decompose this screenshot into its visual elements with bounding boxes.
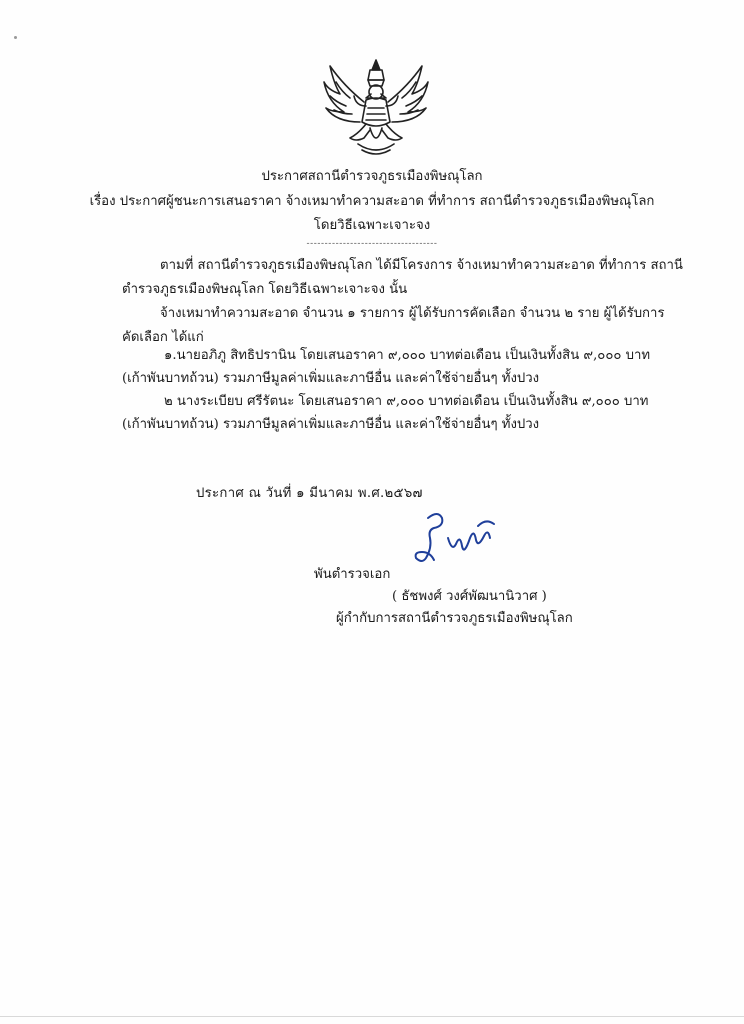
winner-2-line-1: ๒ นางระเบียบ ศรีรัตนะ โดยเสนอราคา ๙,๐๐๐ บาทต่อเดือน เป็นเงินทั้งสิน ๙,๐๐๐ บาท bbox=[164, 394, 649, 409]
title-divider: ------------------------------------ bbox=[306, 239, 438, 249]
scan-speck bbox=[14, 36, 17, 39]
winner-2-line-2: (เก้าพันบาทถ้วน) รวมภาษีมูลค่าเพิ่มและภาษีอื่น และค่าใช้จ่ายอื่นๆ ทั้งปวง bbox=[122, 417, 540, 432]
signer-position: ผู้กำกับการสถานีตำรวจภูธรเมืองพิษณุโลก bbox=[336, 611, 573, 626]
scan-edge-line bbox=[0, 1016, 744, 1017]
handwritten-signature bbox=[408, 508, 508, 570]
paragraph-2-line-2: คัดเลือก ได้แก่ bbox=[122, 330, 204, 345]
garuda-emblem-icon bbox=[320, 56, 432, 158]
document-subject: เรื่อง ประกาศผู้ชนะการเสนอราคา จ้างเหมาทำความสะอาด ที่ทำการ สถานีตำรวจภูธรเมืองพิษณุโลก bbox=[89, 194, 655, 209]
paragraph-1-line-1: ตามที่ สถานีตำรวจภูธรเมืองพิษณุโลก ได้มีโครงการ จ้างเหมาทำความสะอาด ที่ทำการ สถานี bbox=[160, 258, 683, 273]
winner-1-line-1: ๑.นายอภิภู สิทธิปรานิน โดยเสนอราคา ๙,๐๐๐ บาทต่อเดือน เป็นเงินทั้งสิน ๙,๐๐๐ บาท bbox=[164, 348, 651, 363]
winner-1-line-2: (เก้าพันบาทถ้วน) รวมภาษีมูลค่าเพิ่มและภาษีอื่น และค่าใช้จ่ายอื่นๆ ทั้งปวง bbox=[122, 371, 540, 386]
signer-name: ( ธัชพงศ์ วงศ์พัฒนานิวาศ ) bbox=[392, 589, 547, 604]
announcement-date: ประกาศ ณ วันที่ ๑ มีนาคม พ.ศ.๒๕๖๗ bbox=[196, 486, 423, 501]
paragraph-2-line-1: จ้างเหมาทำความสะอาด จำนวน ๑ รายการ ผู้ได้รับการคัดเลือก จำนวน ๒ ราย ผู้ได้รับการ bbox=[160, 306, 665, 321]
document-method: โดยวิธีเฉพาะเจาะจง bbox=[313, 218, 431, 233]
document-title: ประกาศสถานีตำรวจภูธรเมืองพิษณุโลก bbox=[261, 169, 483, 184]
signer-rank: พันตำรวจเอก bbox=[314, 567, 391, 582]
paragraph-1-line-2: ตำรวจภูธรเมืองพิษณุโลก โดยวิธีเฉพาะเจาะจง นั้น bbox=[122, 282, 408, 297]
